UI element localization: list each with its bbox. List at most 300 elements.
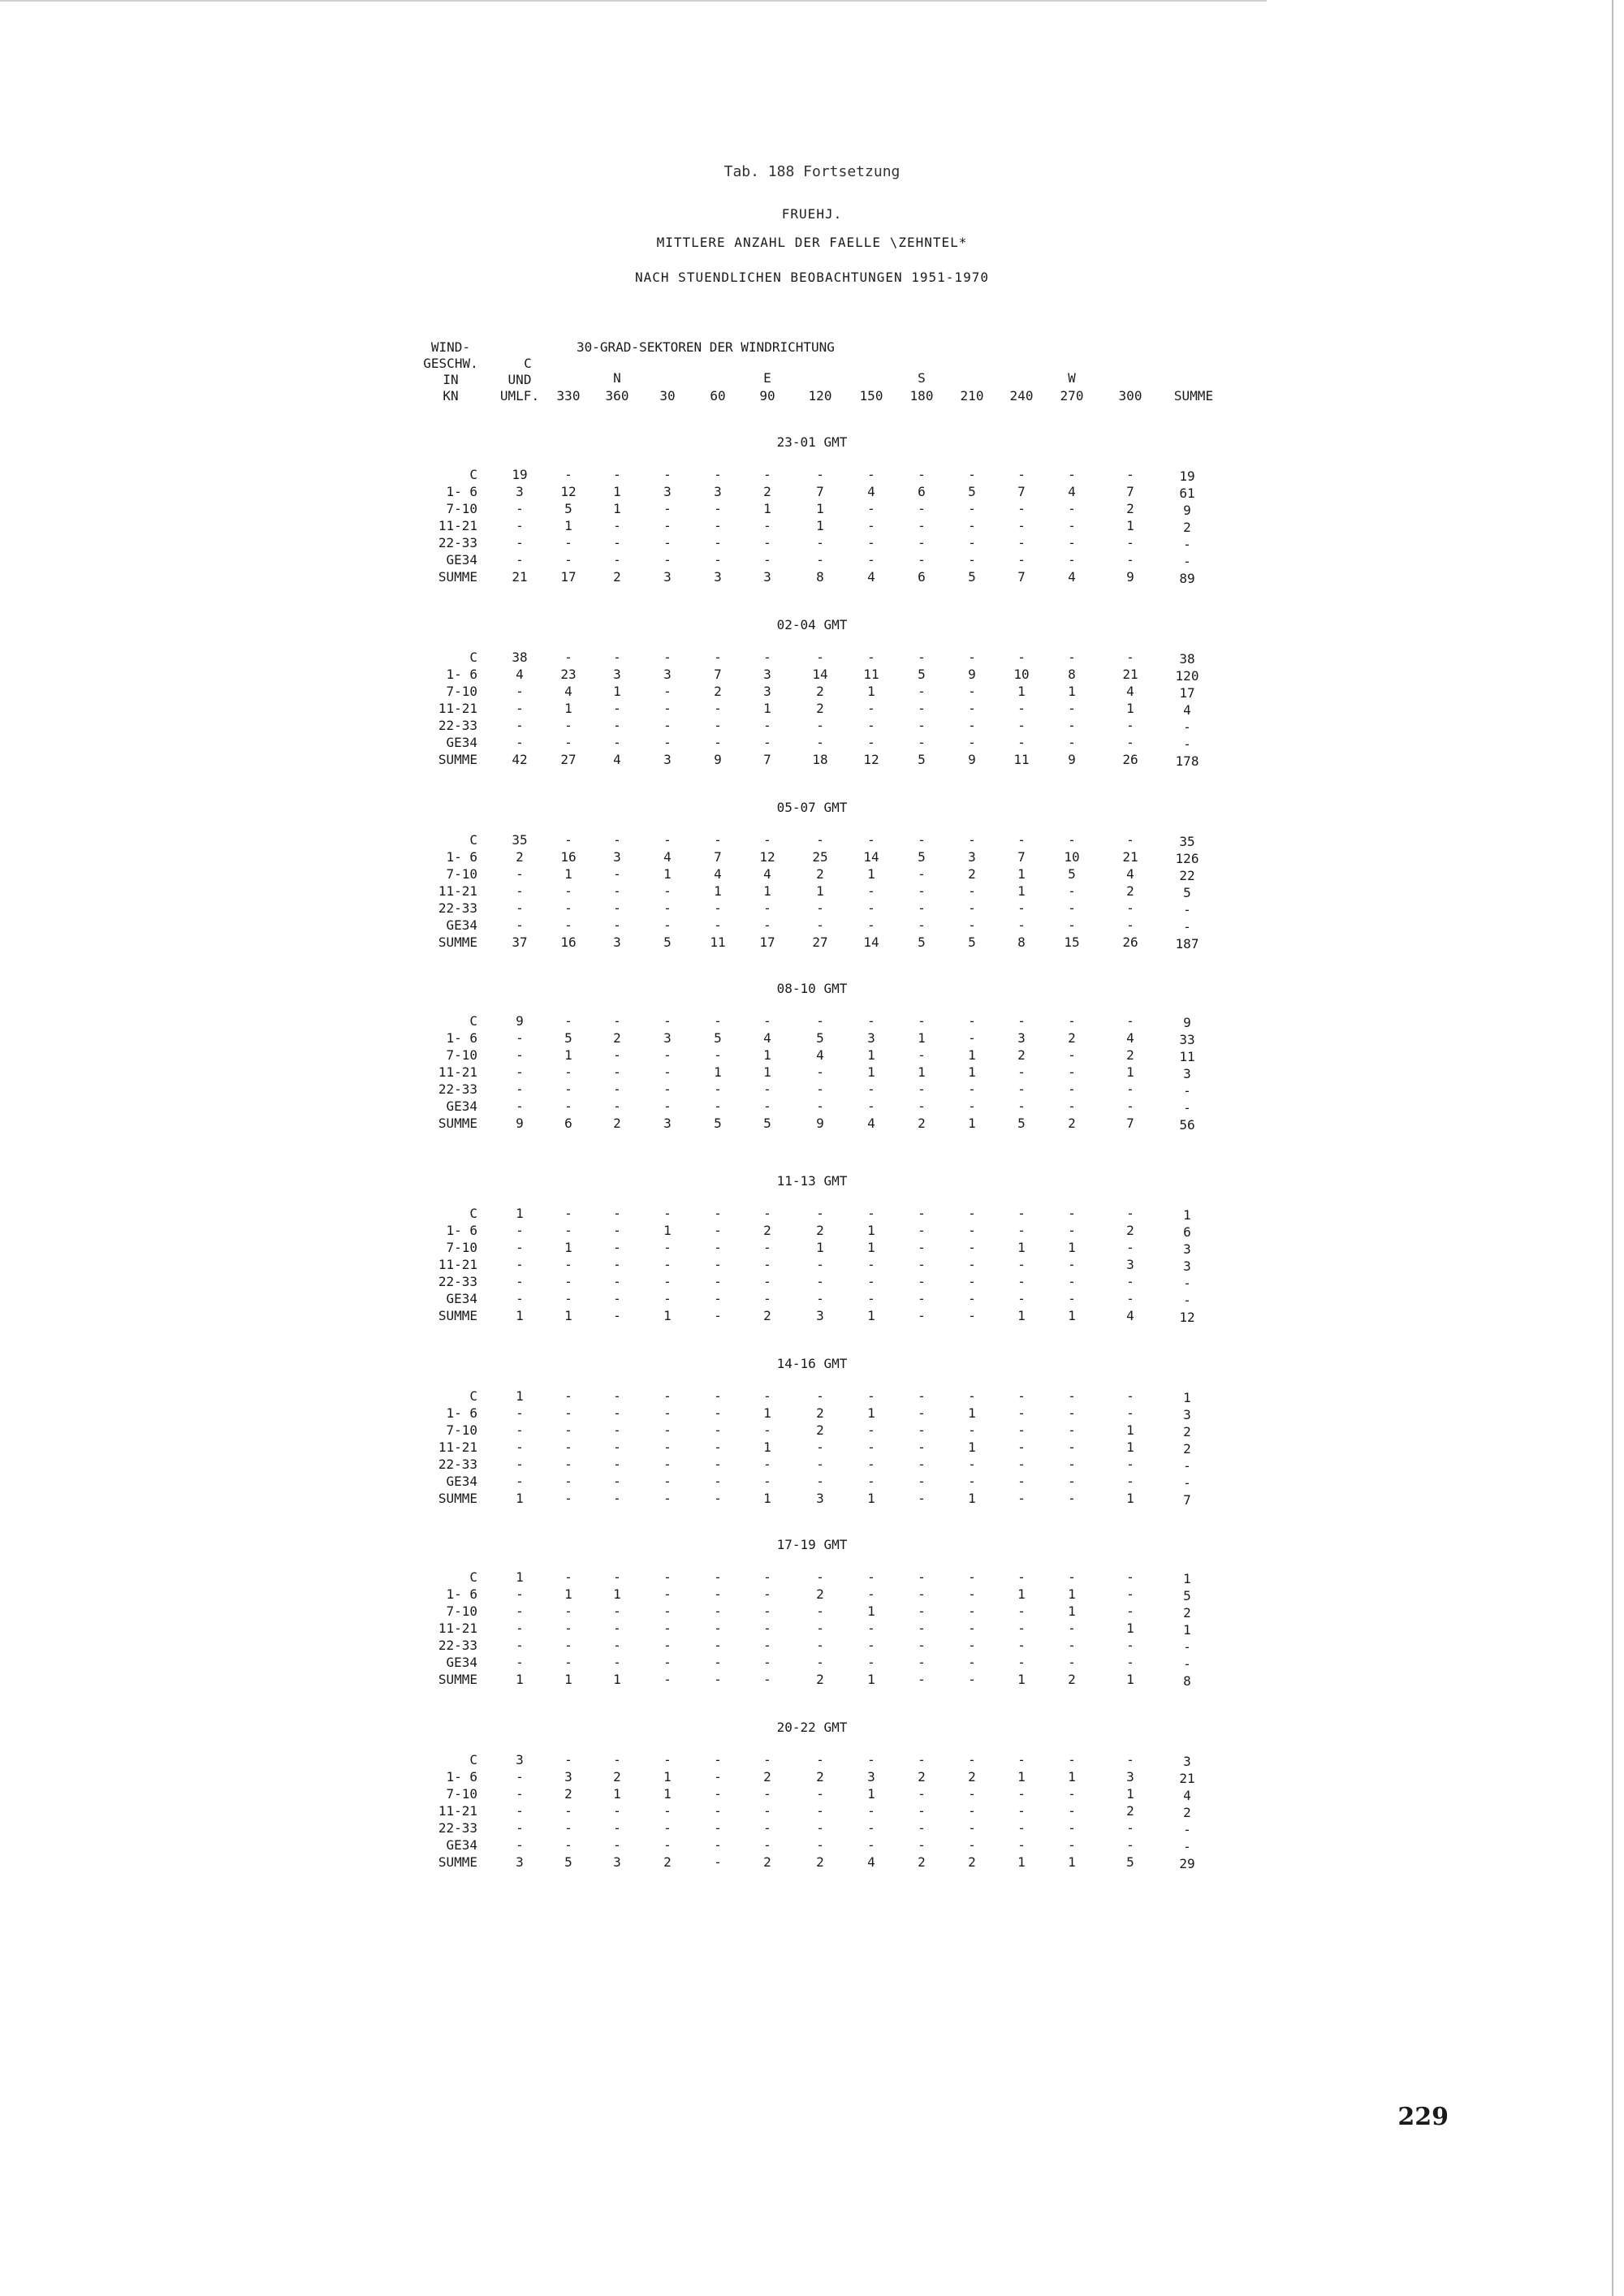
table-cell: 3 — [1126, 1769, 1134, 1785]
table-cell: - — [564, 1223, 572, 1238]
table-cell: - — [1183, 719, 1191, 735]
table-cell: 4 — [663, 849, 672, 865]
table-cell: - — [516, 1621, 524, 1636]
table-cell: - — [613, 518, 621, 533]
table-cell: - — [867, 1638, 875, 1653]
table-cell: - — [816, 1803, 824, 1819]
table-cell: - — [663, 1638, 672, 1653]
table-cell: - — [1126, 1291, 1134, 1306]
table-cell: - — [663, 1240, 672, 1255]
table-cell: 1 — [763, 1064, 771, 1080]
table-cell: - — [613, 1474, 621, 1489]
table-cell: - — [516, 1439, 524, 1455]
table-cell: - — [816, 1655, 824, 1670]
table-cell: 7 — [1017, 569, 1026, 585]
table-cell: 10 — [1064, 849, 1080, 865]
table-cell: - — [1126, 900, 1134, 916]
table-cell: - — [1017, 718, 1026, 733]
table-cell: - — [968, 1291, 976, 1306]
table-cell: - — [564, 1603, 572, 1619]
table-cell: - — [1017, 1786, 1026, 1802]
table-cell: 2 — [1126, 883, 1134, 899]
table-cell: - — [613, 1837, 621, 1853]
table-cell: 9 — [516, 1116, 524, 1131]
table-cell: 4 — [1126, 684, 1134, 699]
table-cell: - — [714, 1638, 722, 1653]
speed-class-label: 22-33 — [438, 1081, 477, 1097]
table-cell: - — [867, 1752, 875, 1767]
table-cell: 11 — [863, 667, 879, 682]
table-cell: - — [867, 1388, 875, 1404]
table-cell: - — [1068, 900, 1076, 916]
table-cell: - — [663, 1064, 672, 1080]
table-cell: - — [564, 1206, 572, 1221]
table-cell: - — [714, 1457, 722, 1472]
speed-class-label: C — [469, 1388, 477, 1404]
table-cell: - — [816, 1013, 824, 1029]
table-cell: - — [1017, 1274, 1026, 1289]
table-cell: - — [1068, 832, 1076, 848]
table-cell: - — [918, 1457, 926, 1472]
table-cell: 3 — [763, 569, 771, 585]
table-cell: - — [1183, 736, 1191, 752]
table-cell: - — [918, 1491, 926, 1506]
table-cell: - — [663, 1837, 672, 1853]
table-cell: - — [1068, 1257, 1076, 1272]
table-cell: 1 — [1017, 684, 1026, 699]
table-cell: 2 — [816, 1769, 824, 1785]
table-cell: - — [613, 1422, 621, 1438]
table-cell: - — [564, 1405, 572, 1421]
table-cell: - — [1183, 537, 1191, 552]
table-cell: - — [714, 650, 722, 665]
compass-letter: E — [763, 370, 771, 386]
table-cell: 1 — [1183, 1622, 1191, 1638]
table-cell: - — [1126, 467, 1134, 482]
table-cell: - — [867, 1422, 875, 1438]
table-cell: - — [1017, 1223, 1026, 1238]
table-cell: - — [613, 1457, 621, 1472]
table-cell: - — [1017, 1081, 1026, 1097]
table-cell: - — [663, 1388, 672, 1404]
table-cell: 2 — [918, 1769, 926, 1785]
table-cell: - — [1068, 1820, 1076, 1836]
table-cell: - — [714, 832, 722, 848]
table-cell: 1 — [1017, 1586, 1026, 1602]
table-cell: 2 — [763, 484, 771, 499]
table-cell: - — [564, 1803, 572, 1819]
table-cell: 3 — [564, 1769, 572, 1785]
table-cell: - — [867, 883, 875, 899]
table-cell: - — [867, 467, 875, 482]
table-cell: - — [816, 718, 824, 733]
table-cell: 2 — [1126, 1803, 1134, 1819]
table-cell: - — [918, 1291, 926, 1306]
table-cell: 2 — [816, 684, 824, 699]
table-cell: 4 — [1068, 484, 1076, 499]
table-cell: - — [613, 1274, 621, 1289]
table-cell: 9 — [968, 752, 976, 767]
table-cell: 2 — [1068, 1116, 1076, 1131]
table-cell: - — [516, 883, 524, 899]
table-cell: - — [613, 1603, 621, 1619]
table-cell: - — [968, 1638, 976, 1653]
table-cell: 4 — [1126, 1308, 1134, 1323]
table-cell: - — [1126, 1837, 1134, 1853]
table-cell: 1 — [1068, 1308, 1076, 1323]
table-cell: - — [763, 1638, 771, 1653]
table-cell: 26 — [1122, 934, 1138, 950]
table-cell: - — [763, 1457, 771, 1472]
table-cell: - — [1017, 518, 1026, 533]
table-cell: 21 — [512, 569, 528, 585]
table-cell: 1 — [516, 1308, 524, 1323]
table-cell: - — [816, 1752, 824, 1767]
table-cell: - — [918, 900, 926, 916]
table-cell: - — [816, 1621, 824, 1636]
table-cell: - — [564, 552, 572, 568]
time-block-heading: 23-01 GMT — [776, 434, 848, 450]
table-cell: - — [663, 1081, 672, 1097]
table-cell: - — [714, 1474, 722, 1489]
table-cell: - — [1183, 1475, 1191, 1491]
table-cell: 2 — [1183, 1424, 1191, 1439]
table-cell: - — [1183, 1822, 1191, 1837]
table-cell: - — [867, 900, 875, 916]
table-cell: - — [516, 518, 524, 533]
table-cell: 1 — [1126, 1064, 1134, 1080]
table-cell: 1 — [613, 1786, 621, 1802]
table-cell: 9 — [1183, 503, 1191, 518]
table-cell: - — [763, 650, 771, 665]
row-header-label: WIND- — [430, 339, 471, 355]
direction-column-header: 270 — [1060, 388, 1084, 404]
table-cell: - — [918, 1257, 926, 1272]
speed-class-label: GE34 — [446, 735, 477, 750]
table-cell: 1 — [663, 1308, 672, 1323]
table-cell: 3 — [613, 667, 621, 682]
table-cell: 2 — [1017, 1047, 1026, 1063]
table-cell: 2 — [1183, 1605, 1191, 1621]
table-cell: 5 — [918, 934, 926, 950]
table-cell: - — [867, 1586, 875, 1602]
compass-letter: S — [918, 370, 926, 386]
table-cell: - — [564, 900, 572, 916]
table-cell: - — [763, 467, 771, 482]
table-cell: - — [1183, 919, 1191, 934]
table-cell: - — [1068, 1081, 1076, 1097]
table-cell: 1 — [663, 866, 672, 882]
table-cell: 4 — [1126, 1030, 1134, 1046]
table-cell: - — [714, 467, 722, 482]
table-cell: 18 — [812, 752, 828, 767]
table-cell: 3 — [763, 667, 771, 682]
table-cell: - — [516, 1422, 524, 1438]
table-cell: - — [613, 552, 621, 568]
table-cell: - — [663, 535, 672, 550]
table-cell: - — [564, 1291, 572, 1306]
table-cell: - — [968, 684, 976, 699]
table-cell: - — [918, 1803, 926, 1819]
speed-class-label: GE34 — [446, 552, 477, 568]
table-cell: - — [1017, 1064, 1026, 1080]
table-cell: 2 — [613, 1116, 621, 1131]
direction-column-header: 300 — [1118, 388, 1142, 404]
table-cell: - — [516, 1064, 524, 1080]
table-cell: - — [816, 1439, 824, 1455]
table-cell: - — [613, 1257, 621, 1272]
table-cell: - — [714, 1240, 722, 1255]
table-cell: - — [1017, 1422, 1026, 1438]
speed-class-label: C — [469, 1013, 477, 1029]
table-cell: - — [613, 1081, 621, 1097]
table-cell: - — [918, 832, 926, 848]
speed-class-label: 11-21 — [438, 883, 477, 899]
table-cell: - — [564, 650, 572, 665]
table-cell: - — [613, 1098, 621, 1114]
table-cell: - — [763, 1081, 771, 1097]
speed-class-label: 11-21 — [438, 1439, 477, 1455]
table-cell: 3 — [663, 752, 672, 767]
table-cell: 1 — [867, 1603, 875, 1619]
table-cell: - — [663, 1474, 672, 1489]
table-cell: 3 — [516, 1752, 524, 1767]
calm-column-header: UMLF. — [499, 388, 540, 404]
table-cell: 3 — [516, 1854, 524, 1870]
table-cell: - — [564, 917, 572, 933]
table-cell: 4 — [1126, 866, 1134, 882]
table-cell: 2 — [1068, 1030, 1076, 1046]
table-cell: - — [867, 1621, 875, 1636]
table-cell: - — [663, 1586, 672, 1602]
table-cell: - — [1068, 552, 1076, 568]
table-cell: 5 — [714, 1030, 722, 1046]
table-cell: - — [816, 1569, 824, 1585]
table-cell: 7 — [816, 484, 824, 499]
sector-heading: 30-GRAD-SEKTOREN DER WINDRICHTUNG — [577, 339, 835, 355]
table-cell: - — [714, 718, 722, 733]
table-cell: - — [613, 1206, 621, 1221]
time-block-heading: 08-10 GMT — [776, 981, 848, 996]
table-cell: - — [816, 552, 824, 568]
table-cell: - — [968, 1308, 976, 1323]
compass-letter: N — [613, 370, 621, 386]
table-cell: - — [613, 1621, 621, 1636]
table-cell: 21 — [1122, 849, 1138, 865]
table-cell: - — [918, 735, 926, 750]
table-cell: - — [1126, 735, 1134, 750]
speed-class-label: 11-21 — [438, 1064, 477, 1080]
table-cell: 1 — [714, 1064, 722, 1080]
table-cell: 3 — [867, 1030, 875, 1046]
table-cell: - — [763, 1013, 771, 1029]
table-cell: 1 — [564, 866, 572, 882]
table-cell: - — [663, 518, 672, 533]
table-cell: 3 — [663, 667, 672, 682]
table-cell: - — [564, 1388, 572, 1404]
direction-column-header: SUMME — [1173, 388, 1214, 404]
table-cell: - — [714, 535, 722, 550]
table-cell: 6 — [1183, 1224, 1191, 1240]
table-cell: - — [763, 1257, 771, 1272]
speed-class-label: SUMME — [438, 934, 477, 950]
table-cell: - — [918, 1013, 926, 1029]
table-cell: - — [1068, 883, 1076, 899]
table-cell: - — [1126, 832, 1134, 848]
speed-class-label: 7-10 — [446, 1786, 477, 1802]
table-cell: 1 — [968, 1439, 976, 1455]
table-cell: - — [1017, 467, 1026, 482]
table-cell: - — [1126, 1388, 1134, 1404]
table-cell: 1 — [613, 684, 621, 699]
table-cell: 1 — [1068, 1586, 1076, 1602]
table-cell: - — [564, 1569, 572, 1585]
table-cell: - — [613, 1439, 621, 1455]
table-cell: - — [1068, 1786, 1076, 1802]
table-cell: - — [714, 1621, 722, 1636]
table-cell: - — [867, 917, 875, 933]
table-cell: - — [763, 1422, 771, 1438]
table-cell: 17 — [560, 569, 577, 585]
table-cell: - — [968, 883, 976, 899]
table-cell: 1 — [867, 1240, 875, 1255]
table-cell: - — [1126, 1013, 1134, 1029]
table-cell: - — [516, 1291, 524, 1306]
table-cell: - — [763, 1752, 771, 1767]
table-cell: - — [816, 1603, 824, 1619]
table-cell: 5 — [816, 1030, 824, 1046]
table-cell: 1 — [516, 1569, 524, 1585]
table-cell: 1 — [1183, 1207, 1191, 1223]
table-cell: - — [1017, 1098, 1026, 1114]
calm-column-header: C — [524, 356, 532, 371]
table-cell: 1 — [1068, 1854, 1076, 1870]
table-cell: - — [1126, 1457, 1134, 1472]
table-cell: - — [1017, 501, 1026, 516]
table-cell: - — [663, 1803, 672, 1819]
table-cell: - — [1017, 1291, 1026, 1306]
table-cell: - — [516, 501, 524, 516]
speed-class-label: 1- 6 — [446, 1405, 477, 1421]
table-cell: - — [564, 718, 572, 733]
table-cell: - — [1068, 1013, 1076, 1029]
table-cell: - — [714, 518, 722, 533]
table-cell: - — [1017, 1655, 1026, 1670]
table-cell: 1 — [714, 883, 722, 899]
table-cell: - — [613, 1047, 621, 1063]
table-cell: 21 — [1122, 667, 1138, 682]
table-cell: - — [763, 1837, 771, 1853]
table-cell: - — [867, 1257, 875, 1272]
table-cell: 5 — [918, 849, 926, 865]
table-cell: - — [867, 650, 875, 665]
table-cell: 1 — [867, 866, 875, 882]
table-cell: - — [1017, 1837, 1026, 1853]
table-cell: - — [968, 1388, 976, 1404]
table-cell: - — [564, 1439, 572, 1455]
table-cell: 1 — [968, 1064, 976, 1080]
table-cell: 23 — [560, 667, 577, 682]
table-cell: - — [564, 1491, 572, 1506]
table-cell: - — [663, 1257, 672, 1272]
table-cell: 2 — [613, 1769, 621, 1785]
table-cell: - — [1183, 554, 1191, 569]
table-cell: 3 — [1126, 1257, 1134, 1272]
table-cell: - — [516, 1405, 524, 1421]
table-cell: - — [918, 501, 926, 516]
table-cell: - — [918, 467, 926, 482]
table-cell: - — [663, 917, 672, 933]
table-cell: - — [816, 1206, 824, 1221]
speed-class-label: SUMME — [438, 752, 477, 767]
table-cell: 1 — [1017, 883, 1026, 899]
table-cell: 3 — [663, 569, 672, 585]
table-cell: - — [867, 701, 875, 716]
table-cell: 1 — [968, 1491, 976, 1506]
table-cell: - — [918, 1405, 926, 1421]
table-cell: - — [968, 1457, 976, 1472]
table-cell: 22 — [1179, 868, 1195, 883]
table-cell: - — [564, 1064, 572, 1080]
table-cell: - — [763, 1098, 771, 1114]
table-cell: - — [968, 900, 976, 916]
table-cell: 1 — [1126, 701, 1134, 716]
table-cell: - — [968, 1013, 976, 1029]
table-cell: - — [516, 1274, 524, 1289]
table-cell: - — [867, 1474, 875, 1489]
table-cell: - — [867, 1098, 875, 1114]
table-cell: 2 — [918, 1116, 926, 1131]
table-cell: 1 — [816, 518, 824, 533]
table-cell: - — [1068, 735, 1076, 750]
table-cell: 1 — [1068, 1603, 1076, 1619]
table-cell: 9 — [516, 1013, 524, 1029]
table-cell: - — [663, 1621, 672, 1636]
direction-column-header: 210 — [960, 388, 984, 404]
table-cell: - — [763, 1672, 771, 1687]
table-cell: 89 — [1179, 571, 1195, 586]
speed-class-label: 11-21 — [438, 518, 477, 533]
table-cell: - — [918, 1081, 926, 1097]
table-cell: 6 — [918, 569, 926, 585]
table-cell: 1 — [564, 518, 572, 533]
table-cell: - — [867, 1013, 875, 1029]
table-cell: - — [516, 866, 524, 882]
table-cell: - — [564, 1457, 572, 1472]
table-cell: 5 — [968, 934, 976, 950]
table-cell: - — [968, 1240, 976, 1255]
table-cell: - — [1017, 1474, 1026, 1489]
table-reference: Tab. 188 Fortsetzung — [723, 163, 901, 180]
table-cell: 17 — [1179, 685, 1195, 701]
table-cell: - — [613, 701, 621, 716]
table-cell: - — [516, 1603, 524, 1619]
table-cell: - — [918, 1786, 926, 1802]
table-cell: 38 — [1179, 651, 1195, 667]
table-cell: - — [968, 718, 976, 733]
table-cell: - — [1068, 1803, 1076, 1819]
speed-class-label: 1- 6 — [446, 1223, 477, 1238]
speed-class-label: SUMME — [438, 1672, 477, 1687]
table-cell: - — [564, 832, 572, 848]
table-cell: - — [1017, 1388, 1026, 1404]
table-cell: 1 — [1126, 1491, 1134, 1506]
table-cell: - — [663, 684, 672, 699]
row-header-label: KN — [443, 388, 459, 404]
table-cell: 4 — [816, 1047, 824, 1063]
speed-class-label: C — [469, 650, 477, 665]
table-cell: - — [968, 1803, 976, 1819]
